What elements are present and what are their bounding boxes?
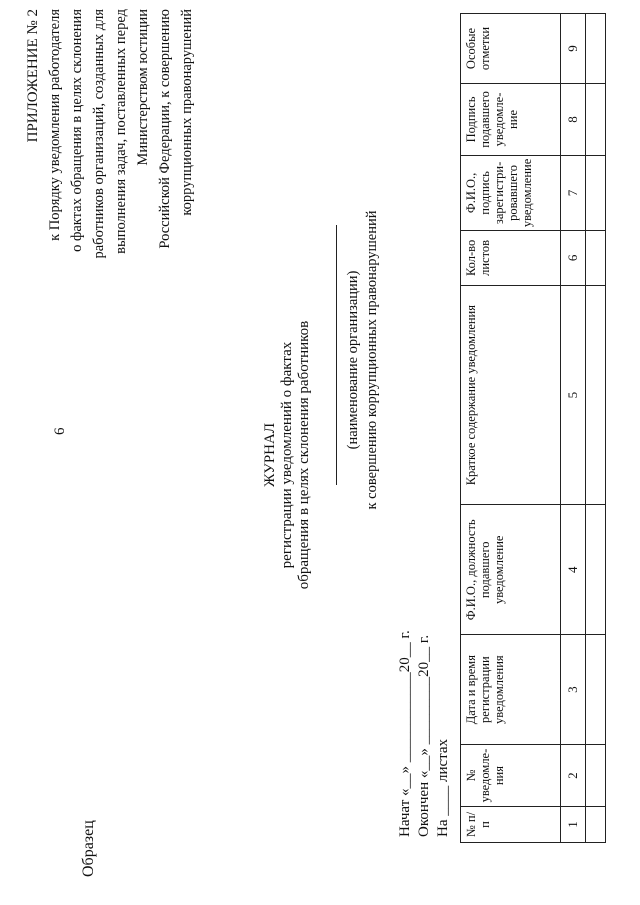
table-header-cell: Кол-во листов [461,230,561,285]
registration-table [460,13,606,843]
column-number: 9 [561,14,586,84]
table-header-cell: № уведомле-ния [461,745,561,807]
appendix-line: выполнения задач, поставленных перед [113,9,129,254]
table-header-cell: Ф.И.О., должность подавшего уведомление [461,505,561,635]
empty-cell [586,83,606,155]
empty-cell [586,635,606,745]
column-number: 2 [561,745,586,807]
column-number: 8 [561,83,586,155]
table-header-row [461,14,561,843]
empty-cell [586,285,606,505]
column-number: 6 [561,230,586,285]
sample-label: Образец [80,820,97,877]
table-header-cell: Краткое содержание уведомления [461,285,561,505]
journal-title: ЖУРНАЛ [262,422,278,488]
started-date: Начат «__» ____________20__ г. [397,630,413,837]
journal-heading [262,275,313,635]
organization-caption: (наименование организации) [345,270,361,450]
finished-date: Окончен «__» _________20__ г. [416,634,432,837]
table-number-row [561,14,586,843]
column-number: 1 [561,807,586,843]
appendix-block [22,9,198,319]
column-number: 5 [561,285,586,505]
page-number: 6 [52,427,68,435]
table-header-cell: Ф.И.О., подпись зарегистри-ровавшего уведомление [461,155,561,230]
journal-subtitle-line: обращения в целях склонения работников [296,320,312,590]
appendix-line: работников организаций, созданных для [91,9,107,259]
organization-caption-block [344,60,382,660]
table-header-cell: № п/п [461,807,561,843]
empty-cell [586,155,606,230]
empty-cell [586,230,606,285]
appendix-line: Российской Федерации, к совершению [157,9,173,249]
empty-cell [586,505,606,635]
organization-blank-line [336,225,337,485]
appendix-title: ПРИЛОЖЕНИЕ № 2 [25,9,41,143]
journal-subtitle-line: регистрации уведомлений о фактах [279,341,295,569]
table-header-cell: Дата и время регистрации уведомления [461,635,561,745]
appendix-line: к Порядку уведомления работодателя [47,9,63,241]
organization-caption-continued: к совершению коррупционных правонарушений [364,210,380,510]
column-number: 4 [561,505,586,635]
appendix-line: коррупционных правонарушений [179,9,195,216]
empty-cell [586,14,606,84]
column-number: 7 [561,155,586,230]
empty-cell [586,745,606,807]
empty-cell [586,807,606,843]
table-empty-row [586,14,606,843]
sheet-count: На ____ листах [435,738,451,837]
appendix-line: о фактах обращения в целях склонения [69,9,85,252]
table-header-cell: Подпись подавшего уведомле-ние [461,83,561,155]
column-number: 3 [561,635,586,745]
table-header-cell: Особые отметки [461,14,561,84]
journal-dates [396,630,453,837]
appendix-line: Министерством юстиции [135,9,151,166]
